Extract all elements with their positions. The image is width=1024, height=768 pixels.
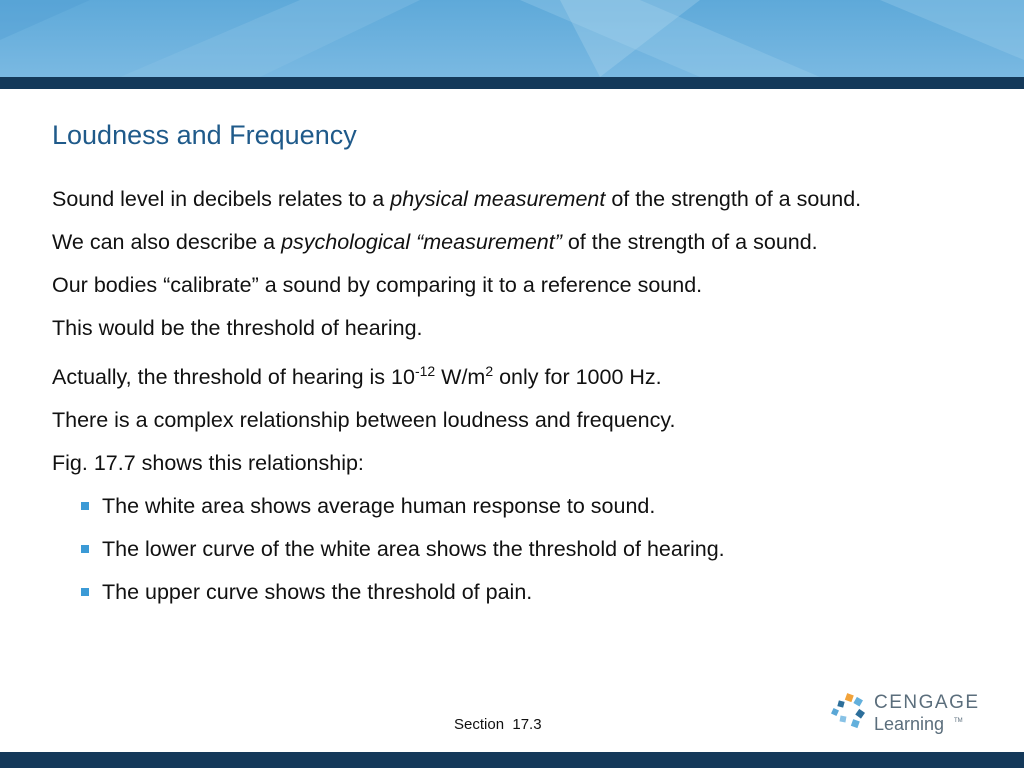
bullet-list bbox=[52, 493, 972, 606]
paragraph-text: only for 1000 Hz. bbox=[493, 365, 662, 390]
paragraph-text: of the strength of a sound. bbox=[561, 230, 818, 254]
emphasis-text: physical measurement bbox=[390, 187, 606, 211]
logo-trademark: TM bbox=[954, 718, 963, 724]
top-rule bbox=[0, 77, 1024, 89]
square-bullet-icon bbox=[81, 545, 89, 553]
logo-wordmark-top: CENGAGE bbox=[874, 692, 980, 713]
paragraph-psychological bbox=[52, 229, 972, 256]
list-item bbox=[52, 493, 972, 520]
paragraph-decibels bbox=[52, 186, 972, 213]
list-item bbox=[52, 579, 972, 606]
square-bullet-icon bbox=[81, 588, 89, 596]
superscript: 2 bbox=[485, 363, 494, 379]
square-bullet-icon bbox=[81, 502, 89, 510]
paragraph-calibrate: Our bodies “calibrate” a sound by comparing it to a reference sound. bbox=[52, 273, 703, 297]
emphasis-text: psychological “measurement” bbox=[281, 230, 562, 254]
bullet-text: The upper curve shows the threshold of pain. bbox=[102, 580, 533, 605]
footer-section-label: Section 17.3 bbox=[454, 716, 542, 733]
paragraph-text: of the strength of a sound. bbox=[605, 187, 862, 211]
cengage-logo bbox=[830, 690, 980, 738]
bullet-text: The lower curve of the white area shows the threshold of hearing. bbox=[102, 537, 725, 562]
logo-wordmark-bottom: Learning bbox=[874, 714, 945, 734]
paragraph-actually bbox=[52, 358, 972, 391]
paragraph-fig: Fig. 17.7 shows this relationship: bbox=[52, 451, 364, 476]
slide-title: Loudness and Frequency bbox=[52, 120, 357, 150]
paragraph-text: Sound level in decibels relates to a bbox=[52, 187, 391, 211]
paragraph-text: We can also describe a bbox=[52, 230, 282, 254]
superscript: -12 bbox=[414, 363, 436, 379]
paragraph-text: W/m bbox=[435, 365, 486, 390]
paragraph-complex: There is a complex relationship between loudness and frequency. bbox=[52, 408, 676, 433]
list-item bbox=[52, 536, 972, 563]
top-banner bbox=[0, 0, 1024, 77]
banner-decoration bbox=[0, 0, 1024, 77]
slide-body bbox=[52, 186, 972, 622]
bullet-text: The white area shows average human response to sound. bbox=[102, 494, 656, 519]
cengage-logo-icon bbox=[830, 692, 870, 736]
bottom-rule bbox=[0, 752, 1024, 768]
paragraph-text: Actually, the threshold of hearing is 10 bbox=[52, 365, 415, 390]
paragraph-threshold: This would be the threshold of hearing. bbox=[52, 316, 423, 340]
